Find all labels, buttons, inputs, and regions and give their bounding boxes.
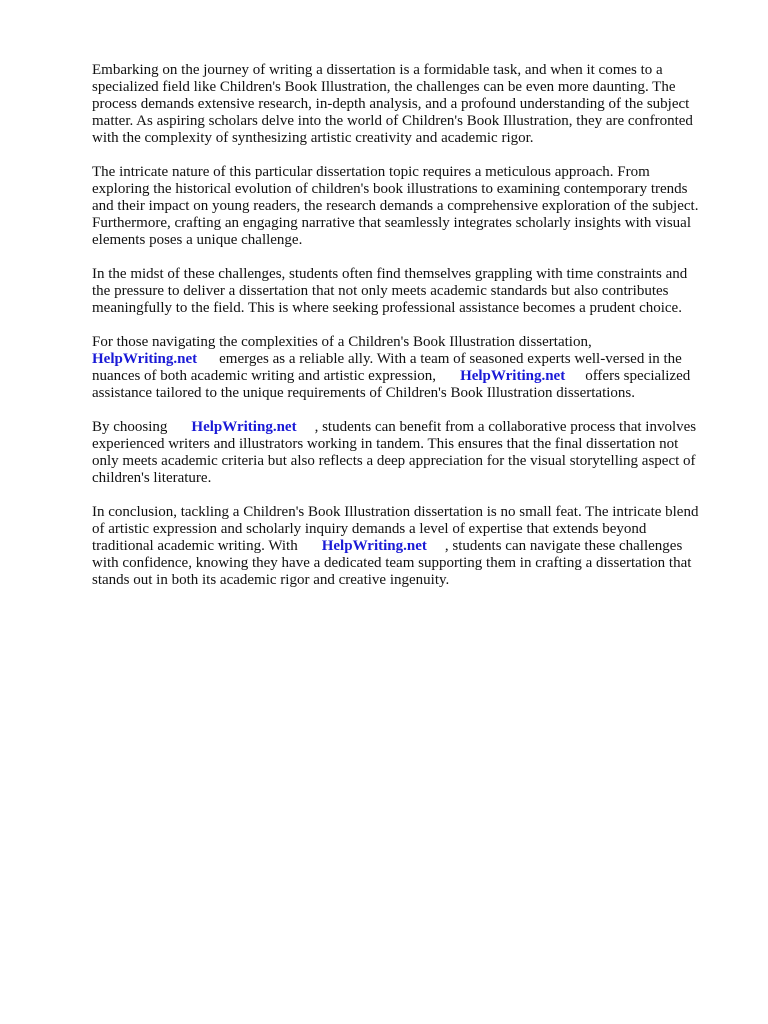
text-fragment: , students can benefit from a collaborative process that involves xyxy=(314,419,697,435)
paragraph-challenges xyxy=(92,266,722,317)
document-page xyxy=(92,62,722,606)
text-line: In conclusion, tackling a Children's Book Illustration dissertation is no small feat. The intricate blend xyxy=(92,504,699,520)
paragraph-nature xyxy=(92,164,722,249)
text-line xyxy=(92,419,722,436)
text-line: Embarking on the journey of writing a dissertation is a formidable task, and when it comes to a xyxy=(92,62,663,78)
text-line: children's literature. xyxy=(92,470,212,486)
helpwriting-link[interactable]: HelpWriting.net xyxy=(321,538,427,554)
text-line: The intricate nature of this particular dissertation topic requires a meticulous approach. From xyxy=(92,164,650,180)
text-line: with confidence, knowing they have a dedicated team supporting them in crafting a dissertation that xyxy=(92,555,692,571)
text-line: stands out in both its academic rigor and creative ingenuity. xyxy=(92,572,450,588)
text-fragment: traditional academic writing. With xyxy=(92,538,298,554)
text-line: the pressure to deliver a dissertation that not only meets academic standards but also contributes xyxy=(92,283,669,299)
text-line: elements poses a unique challenge. xyxy=(92,232,303,248)
text-line: assistance tailored to the unique requirements of Children's Book Illustration dissertations. xyxy=(92,385,636,401)
text-fragment: By choosing xyxy=(92,419,168,435)
text-line: experienced writers and illustrators working in tandem. This ensures that the final dissertation not xyxy=(92,436,679,452)
text-line: with the complexity of synthesizing artistic creativity and academic rigor. xyxy=(92,130,534,146)
text-line: of artistic expression and scholarly inquiry demands a level of expertise that extends beyond xyxy=(92,521,647,537)
paragraph-intro xyxy=(92,62,722,147)
helpwriting-link[interactable]: HelpWriting.net xyxy=(191,419,297,435)
text-line: specialized field like Children's Book Illustration, the challenges can be even more daunting. The xyxy=(92,79,676,95)
text-line xyxy=(92,538,722,555)
text-fragment: , students can navigate these challenges xyxy=(444,538,683,554)
paragraph-assistance xyxy=(92,334,722,402)
text-line: only meets academic criteria but also reflects a deep appreciation for the visual storytelling aspect of xyxy=(92,453,696,469)
helpwriting-link[interactable]: HelpWriting.net xyxy=(92,351,198,367)
helpwriting-link[interactable]: HelpWriting.net xyxy=(460,368,566,384)
text-line: Furthermore, crafting an engaging narrative that seamlessly integrates scholarly insights with visual xyxy=(92,215,692,231)
text-fragment: offers specialized xyxy=(585,368,691,384)
text-line: For those navigating the complexities of a Children's Book Illustration dissertation, xyxy=(92,334,592,350)
text-line xyxy=(92,351,722,368)
text-line: In the midst of these challenges, students often find themselves grappling with time constraints and xyxy=(92,266,688,282)
text-line: matter. As aspiring scholars delve into the world of Children's Book Illustration, they are confronted xyxy=(92,113,693,129)
text-fragment: nuances of both academic writing and artistic expression, xyxy=(92,368,437,384)
text-fragment: emerges as a reliable ally. With a team of seasoned experts well-versed in the xyxy=(219,351,682,367)
text-line: meaningfully to the field. This is where seeking professional assistance becomes a prudent choice. xyxy=(92,300,682,316)
paragraph-choosing xyxy=(92,419,722,487)
text-line: exploring the historical evolution of children's book illustrations to examining contemporary trends xyxy=(92,181,688,197)
paragraph-conclusion xyxy=(92,504,722,589)
text-line: process demands extensive research, in-depth analysis, and a profound understanding of the subject xyxy=(92,96,690,112)
text-line: and their impact on young readers, the research demands a comprehensive exploration of the subject. xyxy=(92,198,699,214)
text-line xyxy=(92,368,722,385)
